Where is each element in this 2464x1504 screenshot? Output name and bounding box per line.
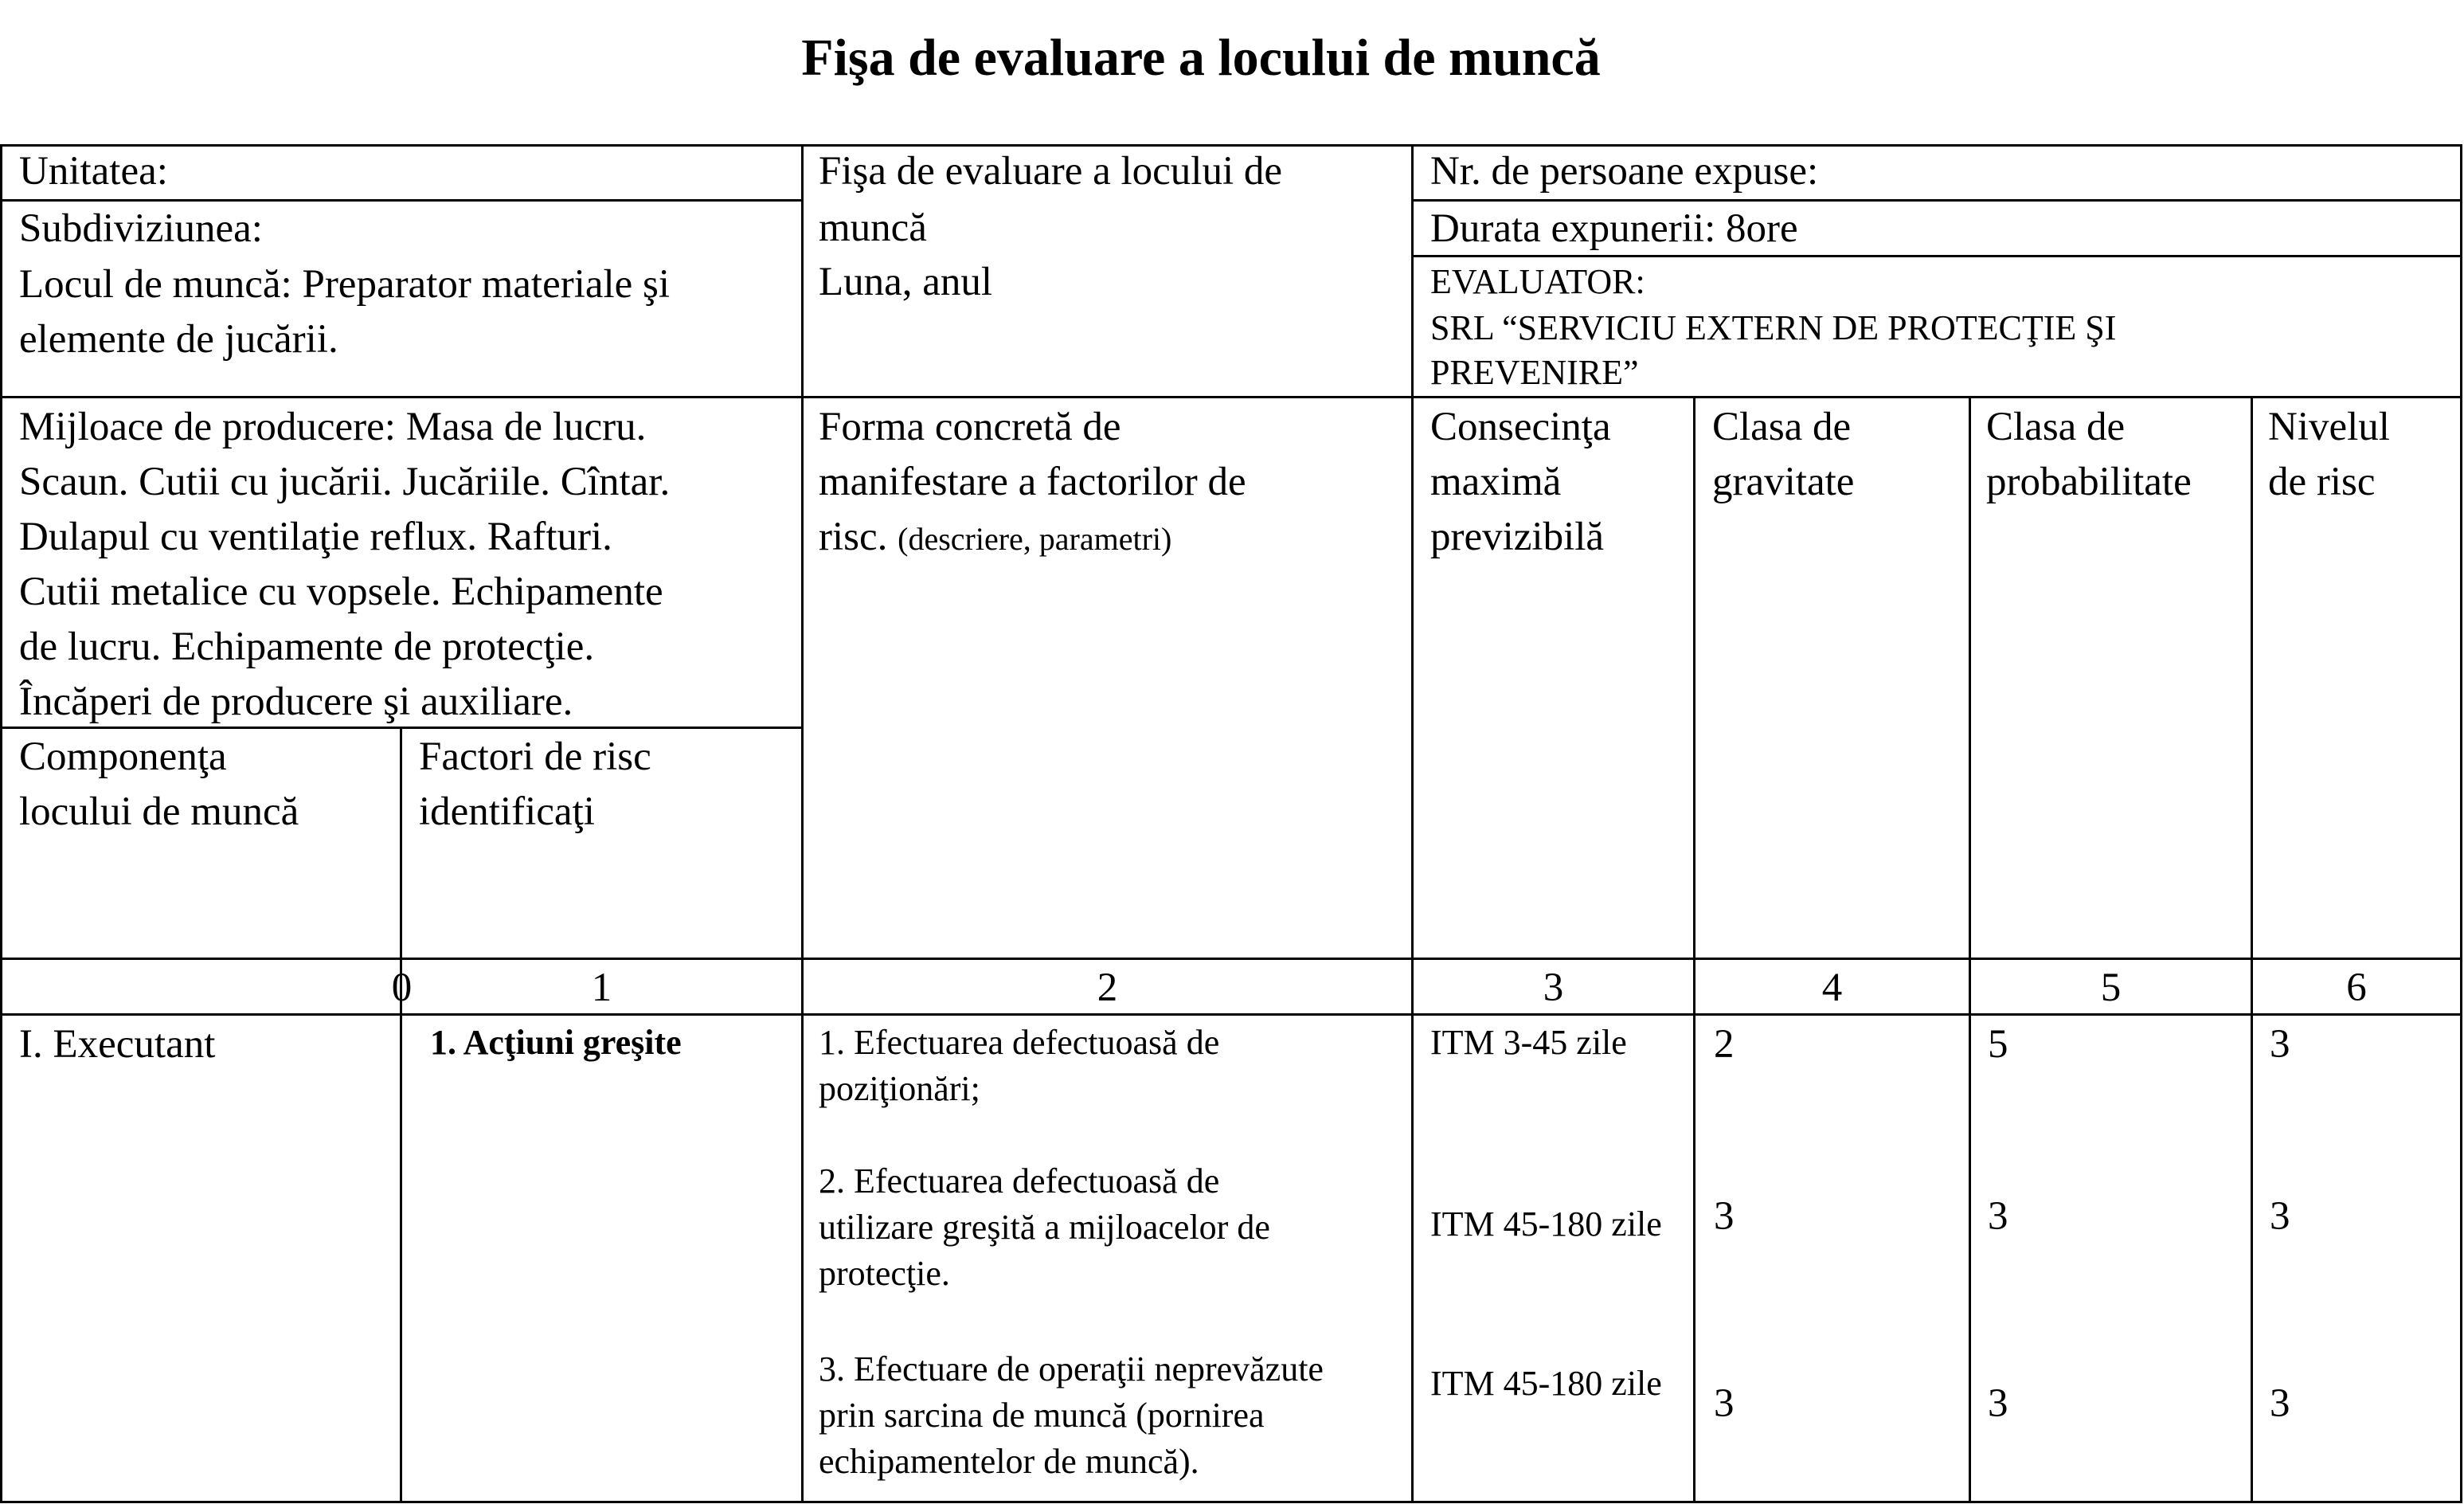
column-divider: [1693, 396, 1695, 1503]
risk-factor: 1. Acţiuni greşite: [430, 1023, 682, 1062]
mijloace-line-3: Dulapul cu ventilaţie reflux. Rafturi.: [19, 515, 612, 559]
risk-3-description-line-2: prin sarcina de muncă (pornirea: [819, 1396, 1265, 1435]
consecinta-header-line-3: previzibilă: [1430, 515, 1605, 559]
mijloace-line-4: Cutii metalice cu vopsele. Echipamente: [19, 570, 663, 614]
column-number-4: 4: [1821, 965, 1843, 1010]
componenta-header-line-2: locului de muncă: [19, 789, 299, 834]
risk-1-probabilitate: 5: [1988, 1022, 2008, 1067]
risk-2-nivel: 3: [2270, 1194, 2290, 1239]
risk-3-description-line-1: 3. Efectuare de operaţii neprevăzute: [819, 1349, 1324, 1388]
risk-3-probabilitate: 3: [1988, 1381, 2008, 1426]
fisa-line-2: muncă: [819, 206, 927, 250]
mijloace-line-2: Scaun. Cutii cu jucării. Jucăriile. Cîntar.: [19, 460, 671, 504]
risk-1-description-line-1: 1. Efectuarea defectuoasă de: [819, 1023, 1220, 1062]
risk-2-description-line-1: 2. Efectuarea defectuoasă de: [819, 1161, 1220, 1200]
table-border-left: [0, 144, 2, 1503]
forma-header-risc: risc.: [819, 515, 888, 559]
durata-expunerii-label: Durata expunerii: 8ore: [1430, 206, 1798, 251]
risk-3-gravitate: 3: [1714, 1381, 1735, 1426]
risk-2-gravitate: 3: [1714, 1194, 1735, 1239]
document-title: Fişa de evaluare a locului de muncă: [801, 29, 1601, 87]
column-divider: [1969, 396, 1971, 1503]
risk-2-description-line-2: utilizare greşită a mijloacelor de: [819, 1208, 1270, 1247]
luna-anul-label: Luna, anul: [819, 260, 993, 304]
locul-de-munca-line-1: Locul de muncă: Preparator materiale şi: [19, 262, 671, 307]
gravitate-header-line-2: gravitate: [1712, 460, 1855, 504]
column-number-0: 0: [391, 965, 413, 1010]
subdiviziunea-label: Subdiviziunea:: [19, 206, 263, 251]
unitatea-label: Unitatea:: [19, 149, 168, 194]
mijloace-line-5: de lucru. Echipamente de protecţie.: [19, 625, 595, 669]
column-number-6: 6: [2346, 965, 2367, 1010]
risk-2-probabilitate: 3: [1988, 1194, 2008, 1239]
factori-header-line-1: Factori de risc: [419, 734, 651, 779]
risk-1-description-line-2: poziţionări;: [819, 1069, 980, 1108]
evaluator-name-line-1: SRL “SERVICIU EXTERN DE PROTECŢIE ŞI: [1430, 308, 2117, 347]
component-executant: I. Executant: [19, 1022, 216, 1067]
column-number-5: 5: [2100, 965, 2122, 1010]
risk-2-description-line-3: protecţie.: [819, 1254, 950, 1293]
risk-3-nivel: 3: [2270, 1381, 2290, 1426]
consecinta-header-line-2: maximă: [1430, 460, 1562, 504]
column-divider: [801, 144, 804, 1503]
forma-header-line-1: Forma concretă de: [819, 405, 1121, 449]
nr-persoane-label: Nr. de persoane expuse:: [1430, 149, 1819, 194]
column-number-2: 2: [1097, 965, 1118, 1010]
probabilitate-header-line-1: Clasa de: [1986, 405, 2126, 449]
risk-2-consequence: ITM 45-180 zile: [1430, 1204, 1662, 1244]
row-divider: [0, 396, 2462, 398]
column-divider: [2251, 396, 2253, 1503]
forma-header-descriere: (descriere, parametri): [898, 521, 1172, 557]
locul-de-munca-line-2: elemente de jucării.: [19, 317, 338, 362]
risk-3-description-line-3: echipamentelor de muncă).: [819, 1442, 1199, 1481]
column-number-1: 1: [591, 965, 612, 1010]
gravitate-header-line-1: Clasa de: [1712, 405, 1852, 449]
forma-header-line-3: [819, 510, 1171, 566]
fisa-line-1: Fişa de evaluare a locului de: [819, 149, 1283, 194]
row-divider: [0, 958, 2462, 960]
mijloace-line-6: Încăperi de producere şi auxiliare.: [19, 680, 573, 724]
probabilitate-header-line-2: probabilitate: [1986, 460, 2192, 504]
column-divider: [400, 727, 402, 1503]
mijloace-line-1: Mijloace de producere: Masa de lucru.: [19, 405, 647, 449]
consecinta-header-line-1: Consecinţa: [1430, 405, 1611, 449]
forma-header-line-2: manifestare a factorilor de: [819, 460, 1246, 504]
componenta-header-line-1: Componenţa: [19, 734, 227, 779]
table-border-bottom: [0, 1501, 2462, 1503]
factori-header-line-2: identificaţi: [419, 789, 595, 834]
nivel-header-line-1: Nivelul: [2268, 405, 2390, 449]
evaluator-label: EVALUATOR:: [1430, 262, 1645, 301]
risk-1-consequence: ITM 3-45 zile: [1430, 1023, 1627, 1062]
risk-1-nivel: 3: [2270, 1022, 2290, 1067]
risk-1-gravitate: 2: [1714, 1022, 1735, 1067]
column-number-3: 3: [1543, 965, 1564, 1010]
evaluator-name-line-2: PREVENIRE”: [1430, 353, 1639, 392]
table-border-right: [2460, 144, 2462, 1503]
nivel-header-line-2: de risc: [2268, 460, 2376, 504]
column-divider: [1411, 144, 1414, 1503]
risk-3-consequence: ITM 45-180 zile: [1430, 1364, 1662, 1403]
